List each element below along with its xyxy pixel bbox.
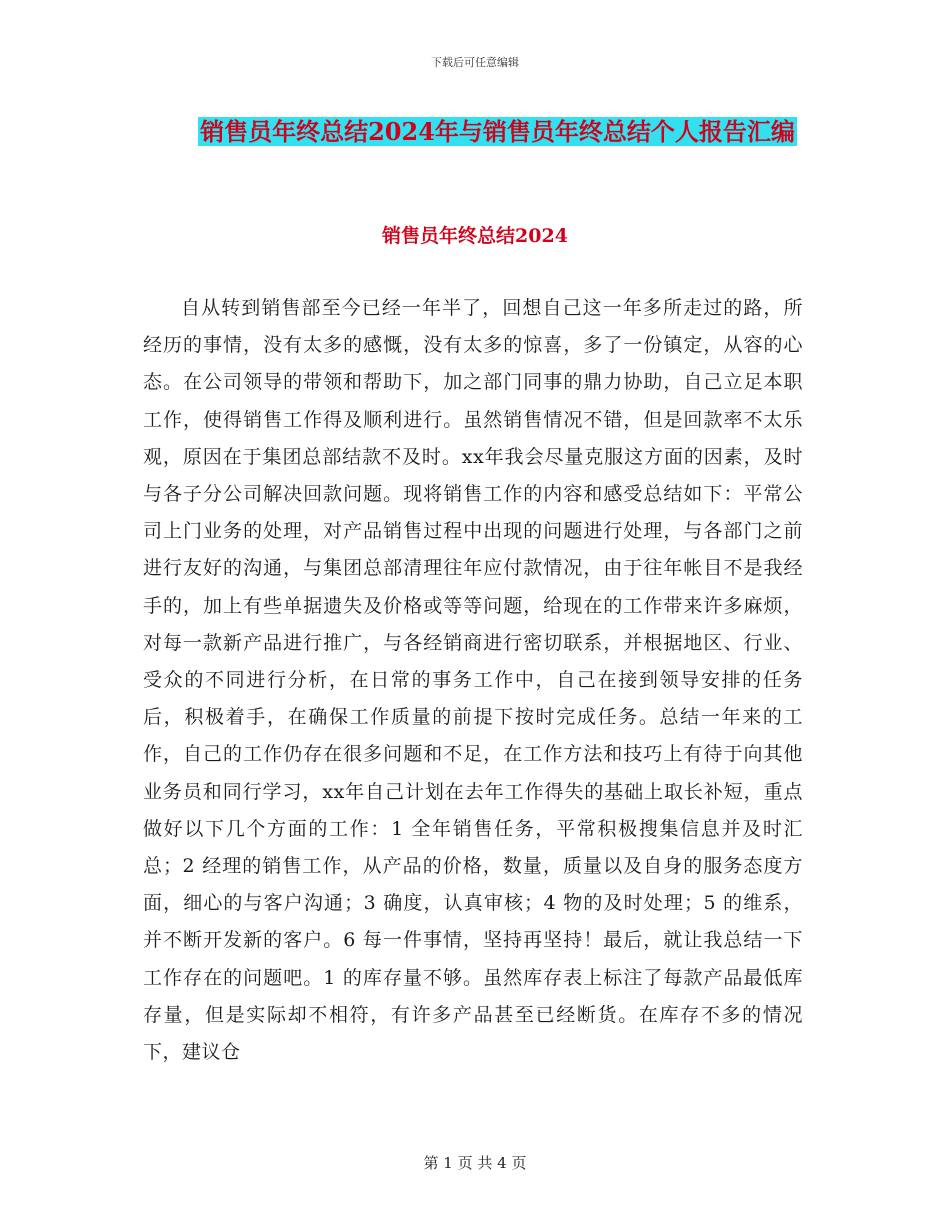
header-note: 下载后可任意编辑	[431, 56, 519, 69]
page-number: 第 1 页 共 4 页	[423, 1154, 527, 1172]
body-paragraph: 自从转到销售部至今已经一年半了，回想自己这一年多所走过的路，所经历的事情，没有太多的感慨，没有太多的惊喜，多了一份镇定，从容的心态。在公司领导的带领和帮助下，加之部门同事的鼎力协助，自己立足本职工作，使得销售工作得及顺利进行。虽然销售情况不错，但是回款率不太乐观，原因在于集团总部结款不及时。xx年我会尽量克服这方面的因素，及时与各子分公司解决回款问题。现将销售工作的内容和感受总结如下：平常公司上门业务的处理，对产品销售过程中出现的问题进行处理，与各部门之前进行友好的沟通，与集团总部清理往年应付款情况，由于往年帐目不是我经手的，加上有些单据遗失及价格或等等问题，给现在的工作带来许多麻烦，对每一款新产品进行推广，与各经销商进行密切联系，并根据地区、行业、受众的不同进行分析，在日常的事务工作中，自己在接到领导安排的任务后，积极着手，在确保工作质量的前提下按时完成任务。总结一年来的工作，自己的工作仍存在很多问题和不足，在工作方法和技巧上有待于向其他业务员和同行学习，xx年自己计划在去年工作得失的基础上取长补短，重点做好以下几个方面的工作：1 全年销售任务，平常积极搜集信息并及时汇总；2 经理的销售工作，从产品的价格，数量，质量以及自身的服务态度方面，细心的与客户沟通；3 确度，认真审核；4 物的及时处理；5 的维系，并不断开发新的客户。6 每一件事情，坚持再坚持！最后，就让我总结一下工作存在的问题吧。1 的库存量不够。虽然库存表上标注了每款产品最低库存量，但是实际却不相符，有许多产品甚至已经断货。在库存不多的情况下，建议仓	[143, 297, 803, 1064]
document-title	[185, 110, 810, 154]
document-title-text: 销售员年终总结2024年与销售员年终总结个人报告汇编	[200, 117, 795, 146]
section-title: 销售员年终总结2024	[382, 225, 568, 247]
